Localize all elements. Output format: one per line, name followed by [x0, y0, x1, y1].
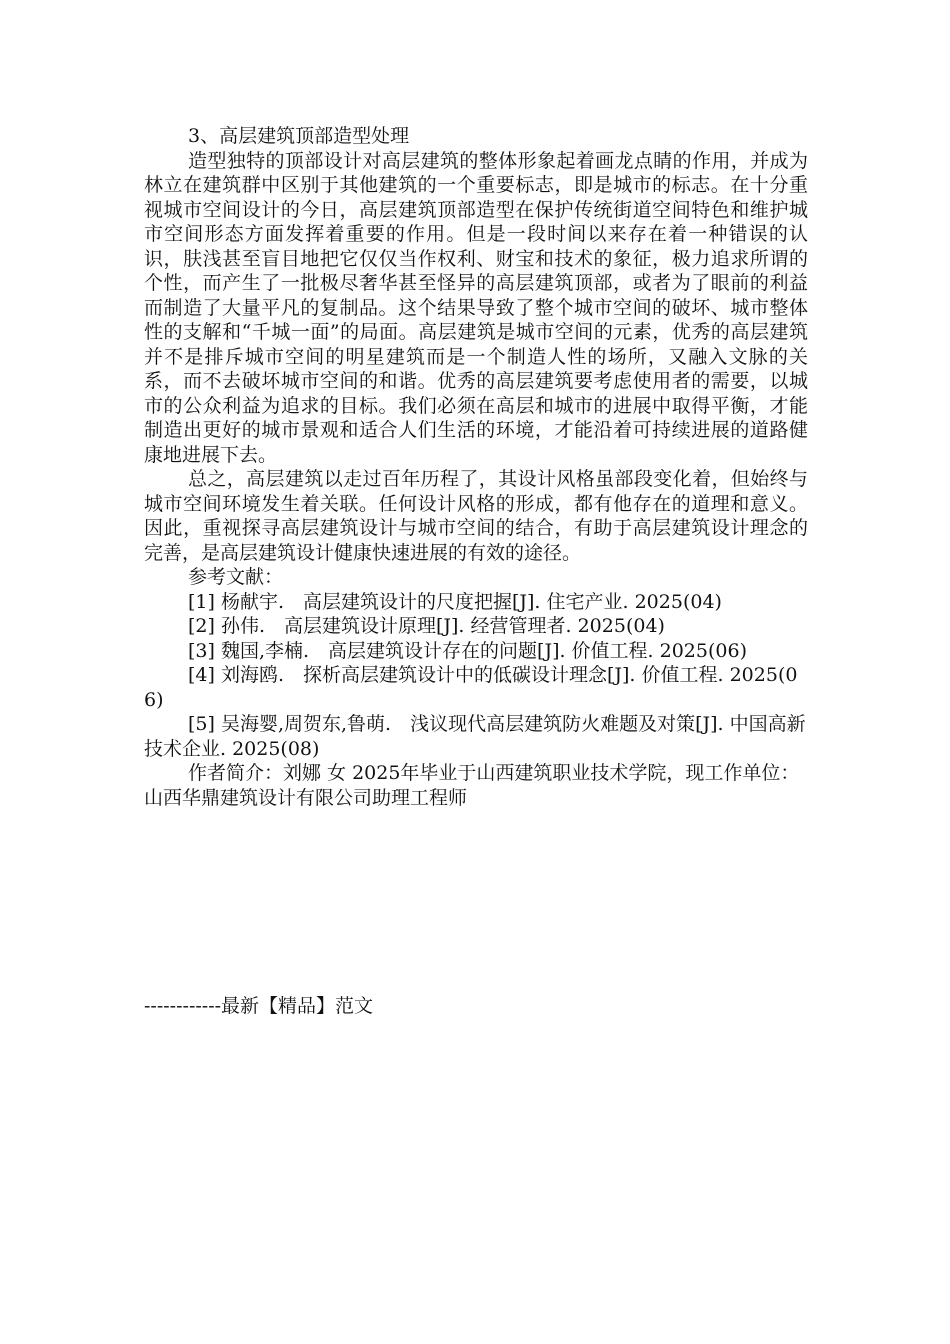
footer-caption: ------------最新【精品】范文: [144, 995, 374, 1017]
author-bio: 作者简介：刘娜 女 2025年毕业于山西建筑职业技术学院，现工作单位：山西华鼎建筑设计有限公司助理工程师: [144, 762, 800, 809]
references-title: 参考文献：: [188, 566, 284, 588]
reference-item-2: [2] 孙伟. 高层建筑设计原理[J]. 经营管理者. 2025(04): [188, 615, 665, 637]
reference-item-3: [3] 魏国,李楠. 高层建筑设计存在的问题[J]. 价值工程. 2025(06): [188, 639, 747, 662]
body-paragraph-2: 总之，高层建筑以走过百年历程了，其设计风格虽部段变化着，但始终与城市空间环境发生着关联。任何设计风格的形成，都有他存在的道理和意义。因此，重视探寻高层建筑设计与城市空间的结合，有助于高层建筑设计理念的完善，是高层建筑设计健康快速进展的有效的途径。: [144, 468, 808, 564]
reference-item-4: [4] 刘海鸥. 探析高层建筑设计中的低碳设计理念[J]. 价值工程. 2025(06): [144, 664, 798, 711]
section-heading: 3、高层建筑顶部造型处理: [188, 125, 410, 147]
body-paragraph-1: 造型独特的顶部设计对高层建筑的整体形象起着画龙点睛的作用，并成为林立在建筑群中区别于其他建筑的一个重要标志，即是城市的标志。在十分重视城市空间设计的今日，高层建筑顶部造型在保护传统街道空间特色和维护城市空间形态方面发挥着重要的作用。但是一段时间以来存在着一种错误的认识，肤浅甚至盲目地把它仅仅当作权利、财宝和技术的象征，极力追求所谓的个性，而产生了一批极尽奢华甚至怪异的高层建筑顶部，或者为了眼前的利益而制造了大量平凡的复制品。这个结果导致了整个城市空间的破坏、城市整体性的支解和“千城一面”的局面。高层建筑是城市空间的元素，优秀的高层建筑并不是排斥城市空间的明星建筑而是一个制造人性的场所，又融入文脉的关系，而不去破坏城市空间的和谐。优秀的高层建筑要考虑使用者的需要，以城市的公众利益为追求的目标。我们必须在高层和城市的进展中取得平衡，才能制造出更好的城市景观和适合人们生活的环境，才能沿着可持续进展的道路健康地进展下去。: [144, 149, 808, 466]
reference-item-1: [1] 杨献宇. 高层建筑设计的尺度把握[J]. 住宅产业. 2025(04): [188, 590, 722, 613]
document-body: [144, 124, 808, 810]
reference-list: [144, 590, 808, 762]
reference-item-5: [5] 吴海婴,周贺东,鲁萌. 浅议现代高层建筑防火难题及对策[J]. 中国高新技术企业. 2025(08): [144, 713, 806, 760]
